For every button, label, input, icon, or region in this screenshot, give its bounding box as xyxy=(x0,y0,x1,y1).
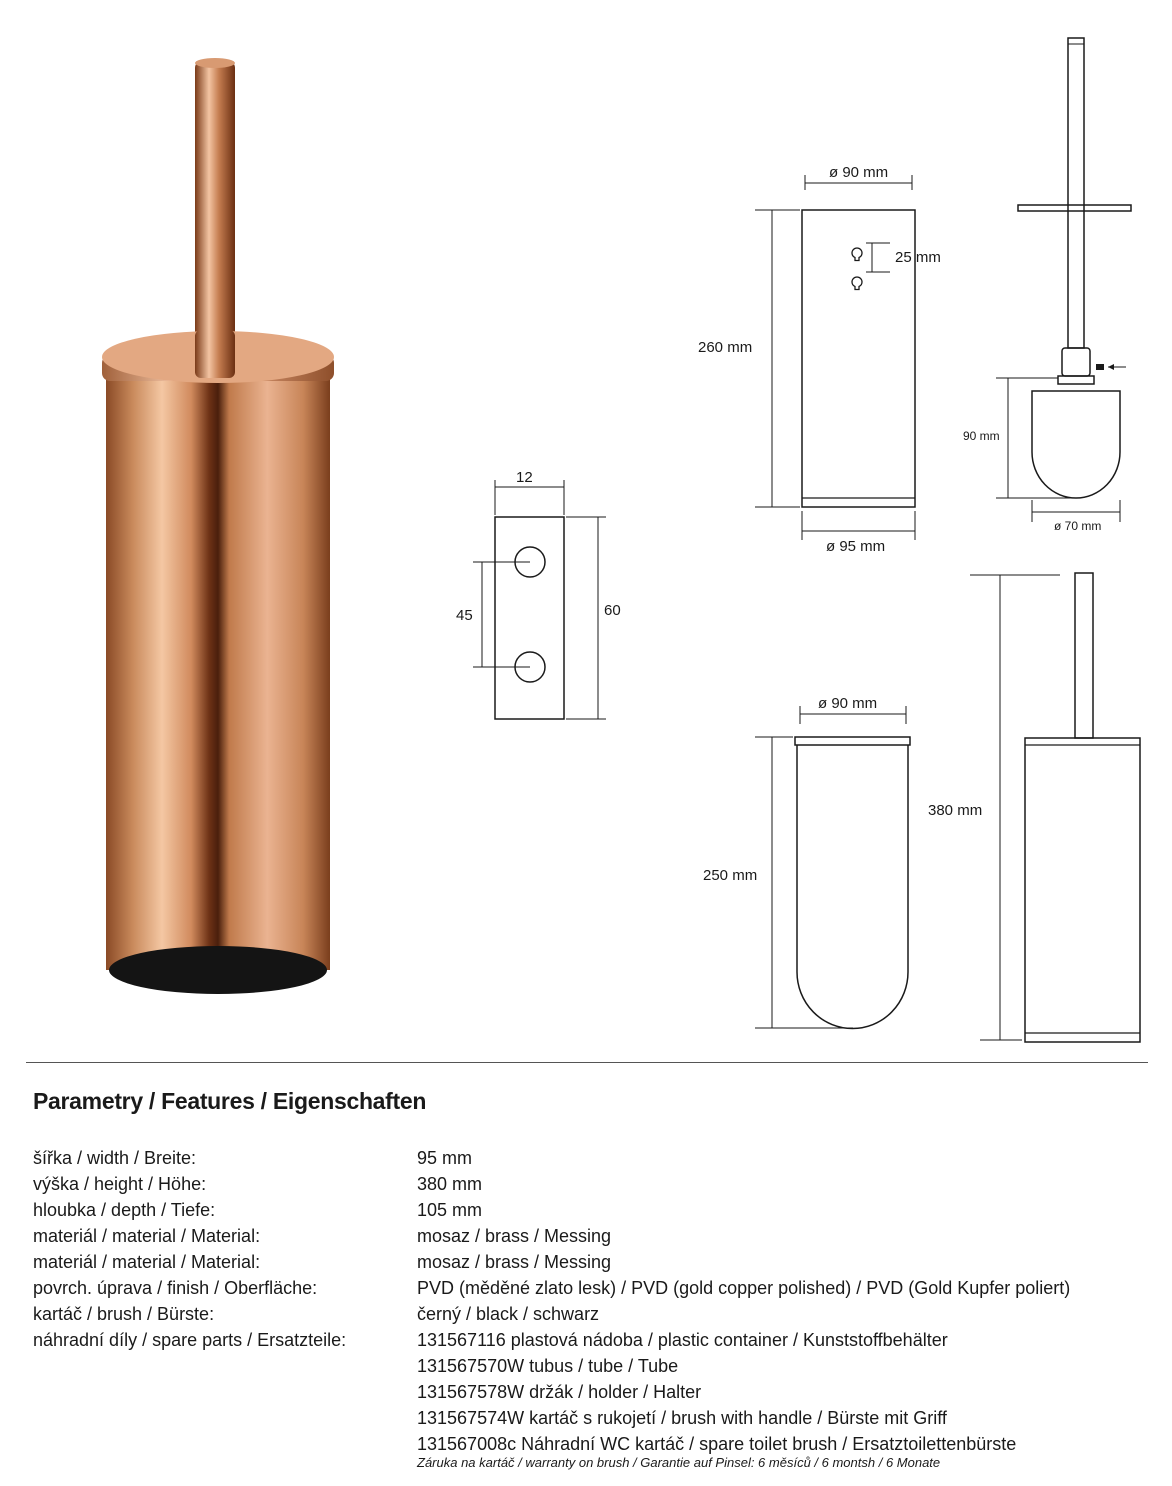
feature-label: hloubka / depth / Tiefe: xyxy=(33,1200,216,1220)
features-table xyxy=(33,1145,1143,1457)
spare-part-item: 131567570W tubus / tube / Tube xyxy=(417,1356,679,1376)
warranty-note: Záruka na kartáč / warranty on brush / Garantie auf Pinsel: 6 měsíců / 6 montsh / 6 Monate xyxy=(417,1455,941,1470)
brush-head-height-label: 90 mm xyxy=(963,429,1000,443)
feature-row-material xyxy=(33,1223,1143,1249)
section-divider xyxy=(26,1062,1148,1063)
container-diameter-label: ø 90 mm xyxy=(818,695,878,712)
feature-value: 380 mm xyxy=(417,1174,483,1194)
feature-label: povrch. úprava / finish / Oberfläche: xyxy=(33,1278,318,1298)
tube-drawing xyxy=(698,164,941,555)
features-title: Parametry / Features / Eigenschaften xyxy=(33,1088,427,1114)
container-height-label: 250 mm xyxy=(703,867,758,884)
assembly-height-label: 380 mm xyxy=(928,802,983,819)
feature-row-depth xyxy=(33,1197,1143,1223)
spare-part-item: 131567574W kartáč s rukojetí / brush with handle / Bürste mit Griff xyxy=(417,1408,947,1428)
bracket-width-label: 12 xyxy=(516,469,533,486)
spare-part-item: 131567578W držák / holder / Halter xyxy=(417,1382,702,1402)
container-drawing xyxy=(703,695,910,1029)
bracket-drawing xyxy=(456,469,621,719)
feature-value: 95 mm xyxy=(417,1148,473,1168)
spare-part-item: 131567008c Náhradní WC kartáč / spare toilet brush / Ersatztoilettenbürste xyxy=(417,1434,1017,1454)
tube-height-label: 260 mm xyxy=(698,339,753,356)
bracket-height-label: 60 xyxy=(604,602,621,619)
feature-label: materiál / material / Material: xyxy=(33,1226,261,1246)
feature-row-spare-parts xyxy=(33,1327,1143,1353)
tube-bottom-diameter-label: ø 95 mm xyxy=(826,538,886,555)
holder-body xyxy=(106,370,330,970)
feature-row-brush xyxy=(33,1301,1143,1327)
brush-head-diameter-label: ø 70 mm xyxy=(1054,519,1102,533)
feature-value: 131567116 plastová nádoba / plastic container / Kunststoffbehälter xyxy=(417,1330,948,1350)
bracket-spacing-label: 45 xyxy=(456,607,473,624)
feature-row-height xyxy=(33,1171,1143,1197)
feature-value: mosaz / brass / Messing xyxy=(417,1252,612,1272)
feature-label: výška / height / Höhe: xyxy=(33,1174,207,1194)
assembly-drawing xyxy=(928,573,1140,1042)
feature-label: materiál / material / Material: xyxy=(33,1252,261,1272)
handle-top-cap xyxy=(195,58,235,68)
feature-label: šířka / width / Breite: xyxy=(33,1148,197,1168)
feature-label: kartáč / brush / Bürste: xyxy=(33,1304,215,1324)
feature-value: PVD (měděné zlato lesk) / PVD (gold copper polished) / PVD (Gold Kupfer poliert) xyxy=(417,1278,1071,1298)
feature-row-finish xyxy=(33,1275,1143,1301)
brush-drawing xyxy=(963,38,1131,533)
feature-row-width xyxy=(33,1145,1143,1171)
feature-label: náhradní díly / spare parts / Ersatzteile: xyxy=(33,1330,347,1350)
holder-base xyxy=(109,946,327,994)
feature-value: 105 mm xyxy=(417,1200,483,1220)
product-photo xyxy=(102,58,334,994)
tube-top-diameter-label: ø 90 mm xyxy=(829,164,889,181)
feature-value: mosaz / brass / Messing xyxy=(417,1226,612,1246)
feature-value: černý / black / schwarz xyxy=(417,1304,600,1324)
feature-row-material xyxy=(33,1249,1143,1275)
tube-hole-spacing-label: 25 mm xyxy=(895,249,941,266)
